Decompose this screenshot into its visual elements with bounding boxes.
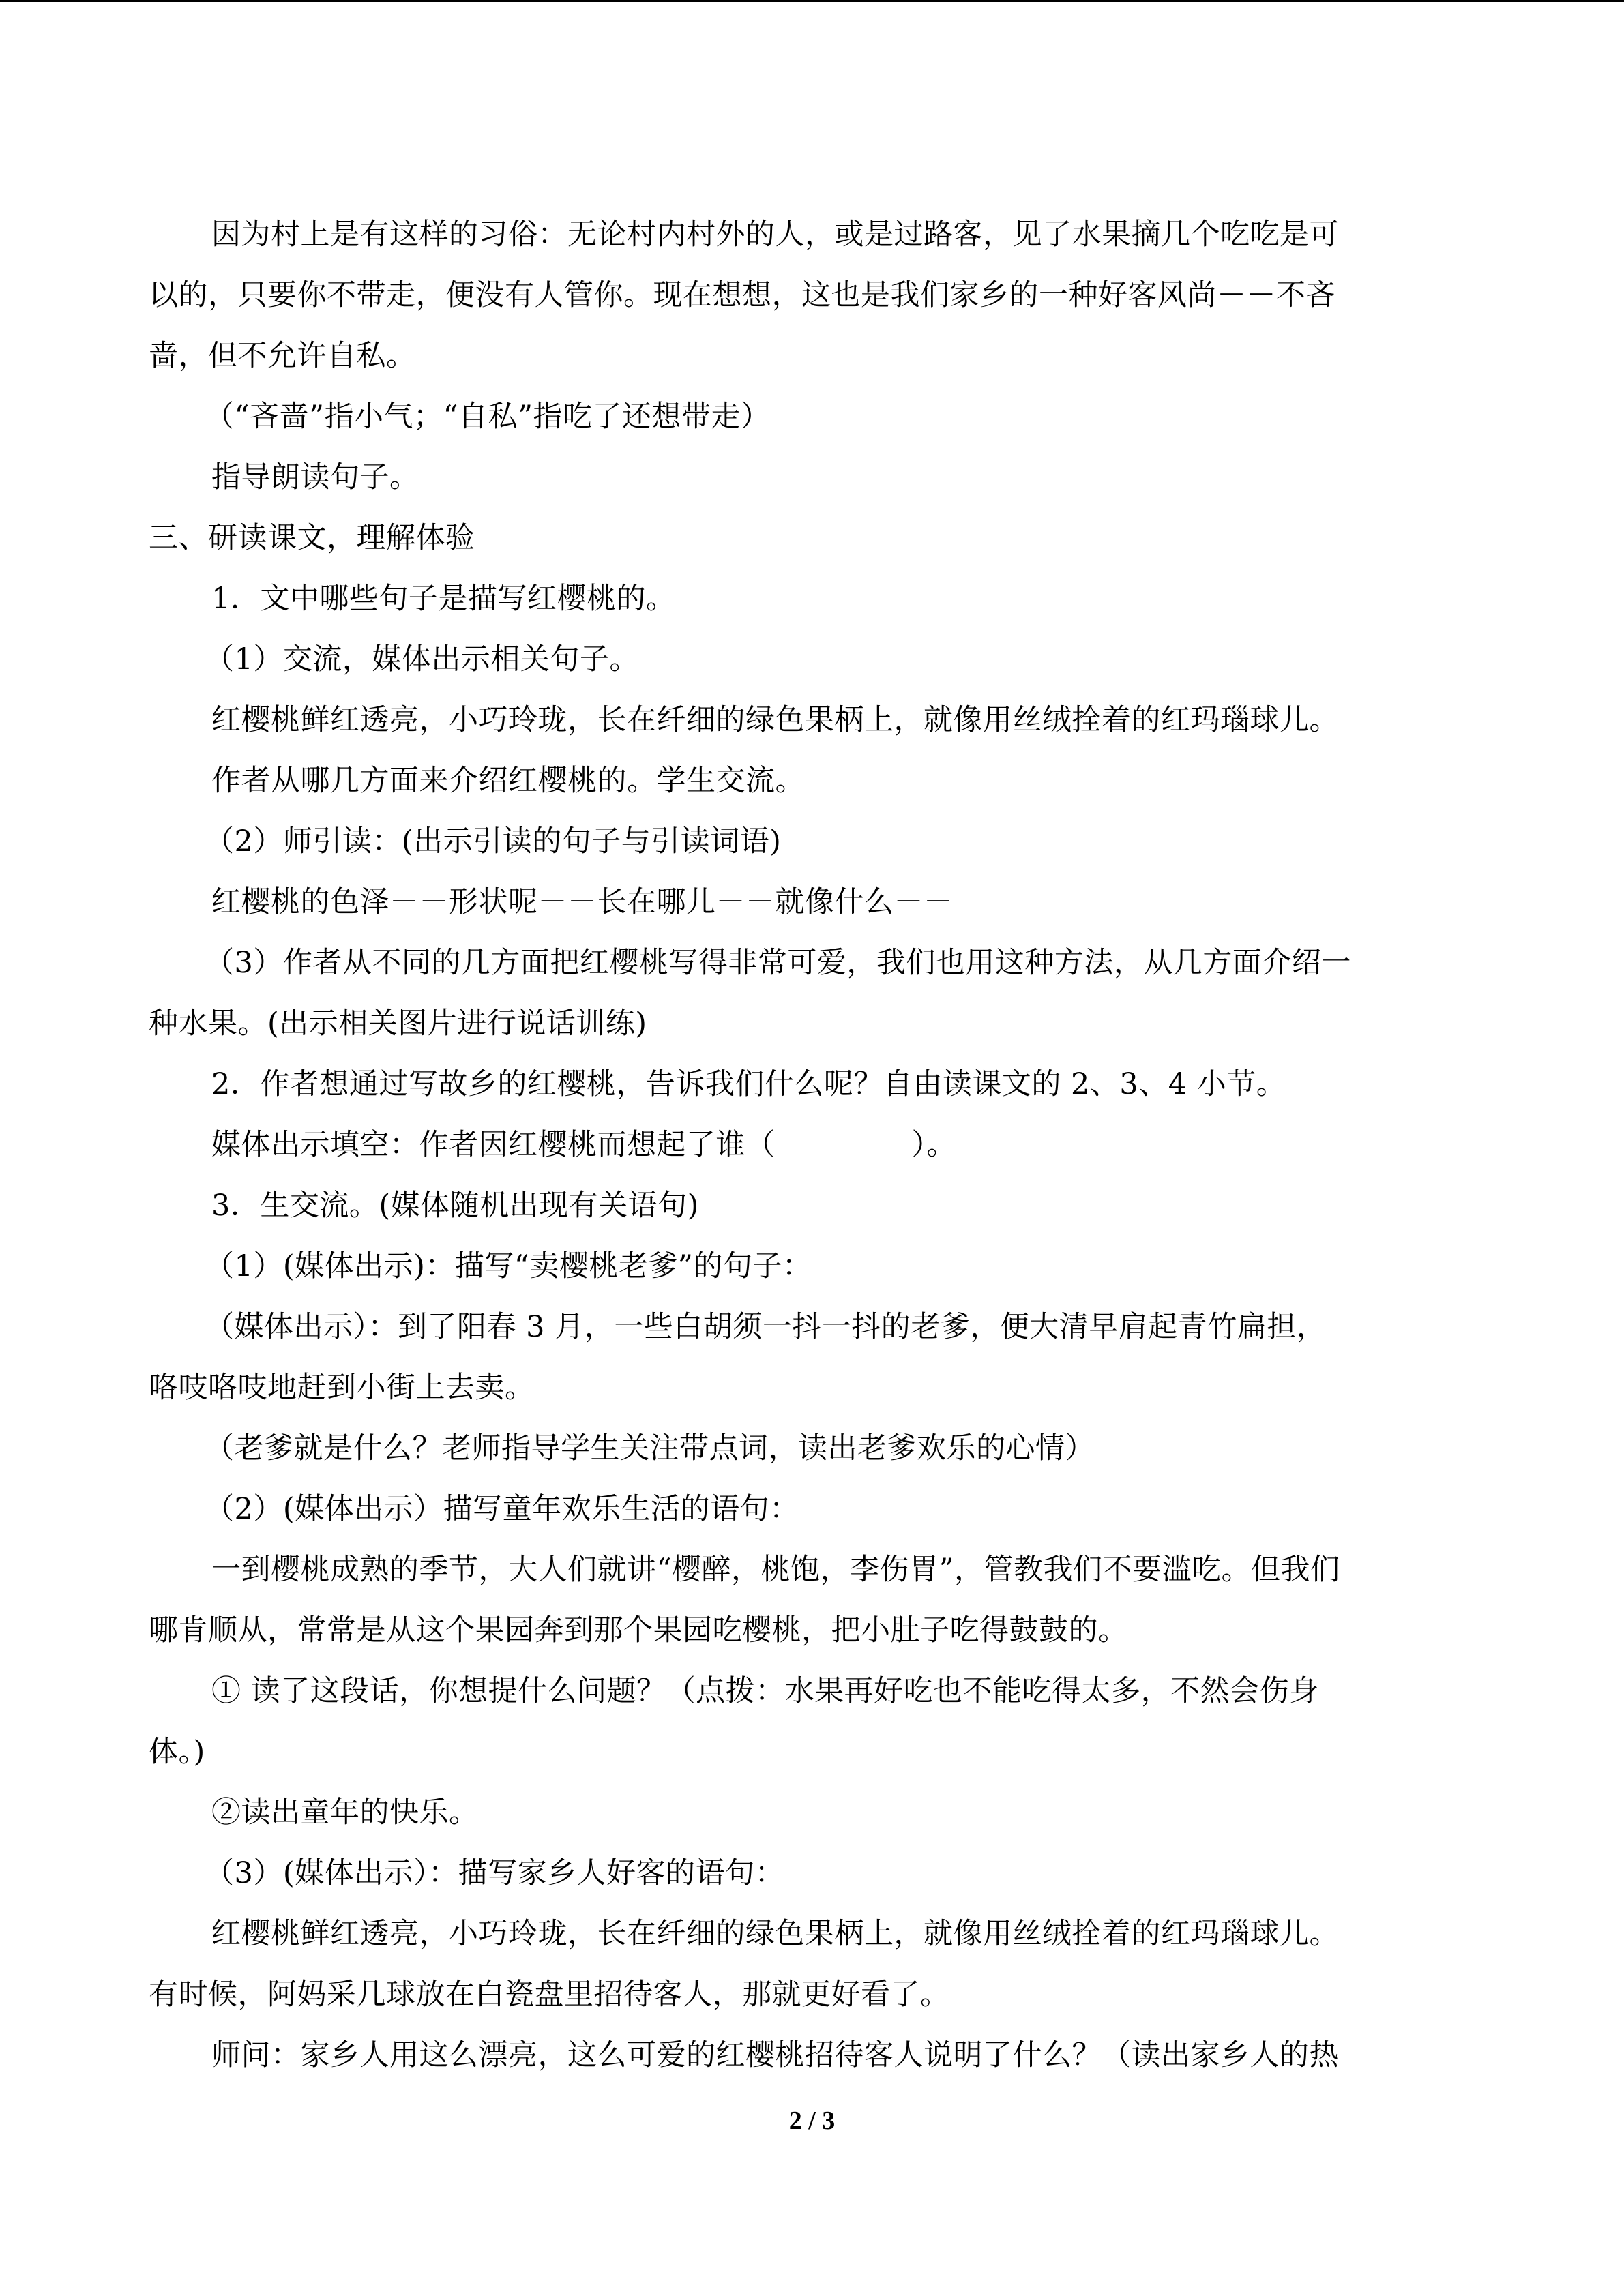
text-line: 1．文中哪些句子是描写红樱桃的。 — [211, 582, 676, 616]
section-heading: 三、研读课文，理解体验 — [149, 521, 475, 555]
text-line: 作者从哪几方面来介绍红樱桃的。学生交流。 — [211, 764, 805, 798]
text-line: （老爹就是什么？老师指导学生关注带点词，读出老爹欢乐的心情） — [205, 1431, 1095, 1465]
text-line: 啬，但不允许自私。 — [149, 339, 416, 373]
text-line: 种水果。(出示相关图片进行说话训练) — [149, 1007, 647, 1041]
page-body — [149, 210, 1479, 2091]
text-line: （2）(媒体出示）描写童年欢乐生活的语句： — [205, 1492, 799, 1526]
text-line: 因为村上是有这样的习俗：无论村内村外的人，或是过路客，见了水果摘几个吃吃是可 — [211, 218, 1339, 252]
fill-in-prompt: 媒体出示填空：作者因红樱桃而想起了谁（ — [211, 1128, 776, 1162]
text-line: ②读出童年的快乐。 — [211, 1795, 479, 1830]
top-rule — [0, 0, 1624, 2]
text-line: （1）(媒体出示)：描写“卖樱桃老爹”的句子： — [205, 1249, 812, 1283]
text-line: （媒体出示）：到了阳春 3 月，一些白胡须一抖一抖的老爹，便大清早肩起青竹扁担， — [205, 1310, 1327, 1344]
text-line: 一到樱桃成熟的季节，大人们就讲“樱醉，桃饱，李伤胃”，管教我们不要滥吃。但我们 — [211, 1553, 1340, 1587]
text-line: （“吝啬”指小气；“自私”指吃了还想带走） — [205, 400, 771, 434]
text-line: 咯吱咯吱地赶到小街上去卖。 — [149, 1371, 535, 1405]
text-line: 2．作者想通过写故乡的红樱桃，告诉我们什么呢？自由读课文的 2、3、4 小节。 — [211, 1067, 1286, 1101]
text-line: （1）交流，媒体出示相关句子。 — [205, 642, 639, 676]
text-line: 红樱桃鲜红透亮，小巧玲珑，长在纤细的绿色果柄上，就像用丝绒拴着的红玛瑙球儿。 — [211, 1917, 1339, 1951]
text-line: 体。) — [149, 1735, 205, 1769]
text-line: 指导朗读句子。 — [211, 460, 419, 494]
text-line: 哪肯顺从，常常是从这个果园奔到那个果园吃樱桃，把小肚子吃得鼓鼓的。 — [149, 1613, 1128, 1648]
text-line: 师问：家乡人用这么漂亮，这么可爱的红樱桃招待客人说明了什么？（读出家乡人的热 — [211, 2038, 1339, 2072]
text-line: 以的，只要你不带走，便没有人管你。现在想想，这也是我们家乡的一种好客风尚－－不吝 — [149, 278, 1335, 312]
text-line: 有时候，阿妈采几球放在白瓷盘里招待客人，那就更好看了。 — [149, 1978, 950, 2012]
text-line: （3）作者从不同的几方面把红樱桃写得非常可爱，我们也用这种方法，从几方面介绍一 — [205, 946, 1351, 980]
text-line: 红樱桃的色泽－－形状呢－－长在哪儿－－就像什么－－ — [211, 885, 954, 919]
text-line: 红樱桃鲜红透亮，小巧玲珑，长在纤细的绿色果柄上，就像用丝绒拴着的红玛瑙球儿。 — [211, 703, 1339, 737]
text-line: ① 读了这段话，你想提什么问题？（点拨：水果再好吃也不能吃得太多，不然会伤身 — [211, 1674, 1319, 1708]
text-line: （3）(媒体出示）：描写家乡人好客的语句： — [205, 1856, 785, 1890]
text-line: 3．生交流。(媒体随机出现有关语句) — [211, 1189, 699, 1223]
fill-in-close: ）。 — [911, 1128, 956, 1162]
text-line: （2）师引读：(出示引读的句子与引读词语) — [205, 824, 782, 859]
page-number: 2 / 3 — [788, 2106, 836, 2135]
fill-in-line — [149, 1120, 1479, 1181]
